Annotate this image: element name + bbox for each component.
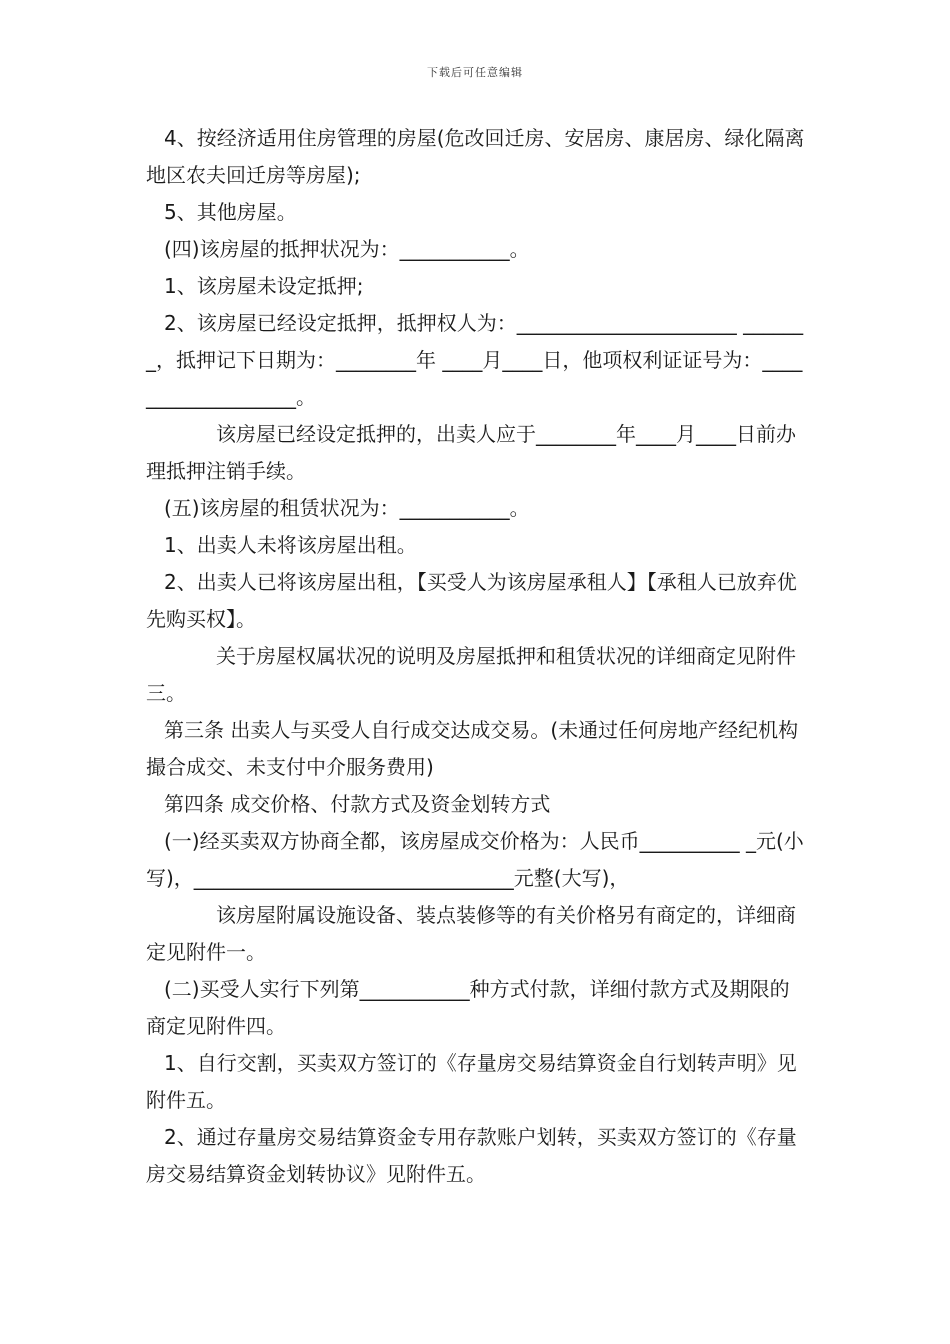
paragraph-self-transfer: 1、自行交割，买卖双方签订的《存量房交易结算资金自行划转声明》见附件五。 xyxy=(146,1051,797,1112)
paragraph-ownership-note: 关于房屋权属状况的说明及房屋抵押和租赁状况的详细商定见附件三。 xyxy=(146,644,796,705)
paragraph-price-note: 该房屋附属设施设备、装点装修等的有关价格另有商定的，详细商定见附件一。 xyxy=(146,903,796,964)
paragraph-mortgage-status: (四)该房屋的抵押状况为：___________。 xyxy=(164,237,530,261)
paragraph-mortgage-cancel: 该房屋已经设定抵押的，出卖人应于________年____月____日前办理抵押注销手续。 xyxy=(146,422,796,483)
paragraph-account-transfer: 2、通过存量房交易结算资金专用存款账户划转，买卖双方签订的《存量房交易结算资金划转协议》见附件五。 xyxy=(146,1125,797,1186)
paragraph-mortgage-none: 1、该房屋未设定抵押; xyxy=(164,274,364,298)
paragraph-lease-status: (五)该房屋的租赁状况为：___________。 xyxy=(164,496,530,520)
paragraph-lease-none: 1、出卖人未将该房屋出租。 xyxy=(164,533,417,557)
paragraph-item-5: 5、其他房屋。 xyxy=(164,200,297,224)
paragraph-mortgage-set: 2、该房屋已经设定抵押，抵押权人为：______________________ _______，抵押记下日期为：________年 ____月____日，他项权利证证号为：___________________。 xyxy=(146,311,804,409)
article-four-title: 第四条 成交价格、付款方式及资金划转方式 xyxy=(164,792,551,816)
paragraph-item-4: 4、按经济适用住房管理的房屋(危改回迁房、安居房、康居房、绿化隔离地区农夫回迁房等房屋); xyxy=(146,126,805,187)
document-body xyxy=(146,120,808,1193)
paragraph-lease-rented: 2、出卖人已将该房屋出租，【买受人为该房屋承租人】【承租人已放弃优先购买权】。 xyxy=(146,570,797,631)
page-header: 下载后可任意编辑 xyxy=(427,66,523,79)
paragraph-payment-method: (二)买受人实行下列第___________种方式付款，详细付款方式及期限的商定见附件四。 xyxy=(146,977,790,1038)
paragraph-price: (一)经买卖双方协商全都，该房屋成交价格为：人民币__________ _元(小 写)，________________________________元整(大写)， xyxy=(146,829,804,890)
article-three: 第三条 出卖人与买受人自行成交达成交易。(未通过任何房地产经纪机构撮合成交、未支付中介服务费用) xyxy=(146,718,799,779)
